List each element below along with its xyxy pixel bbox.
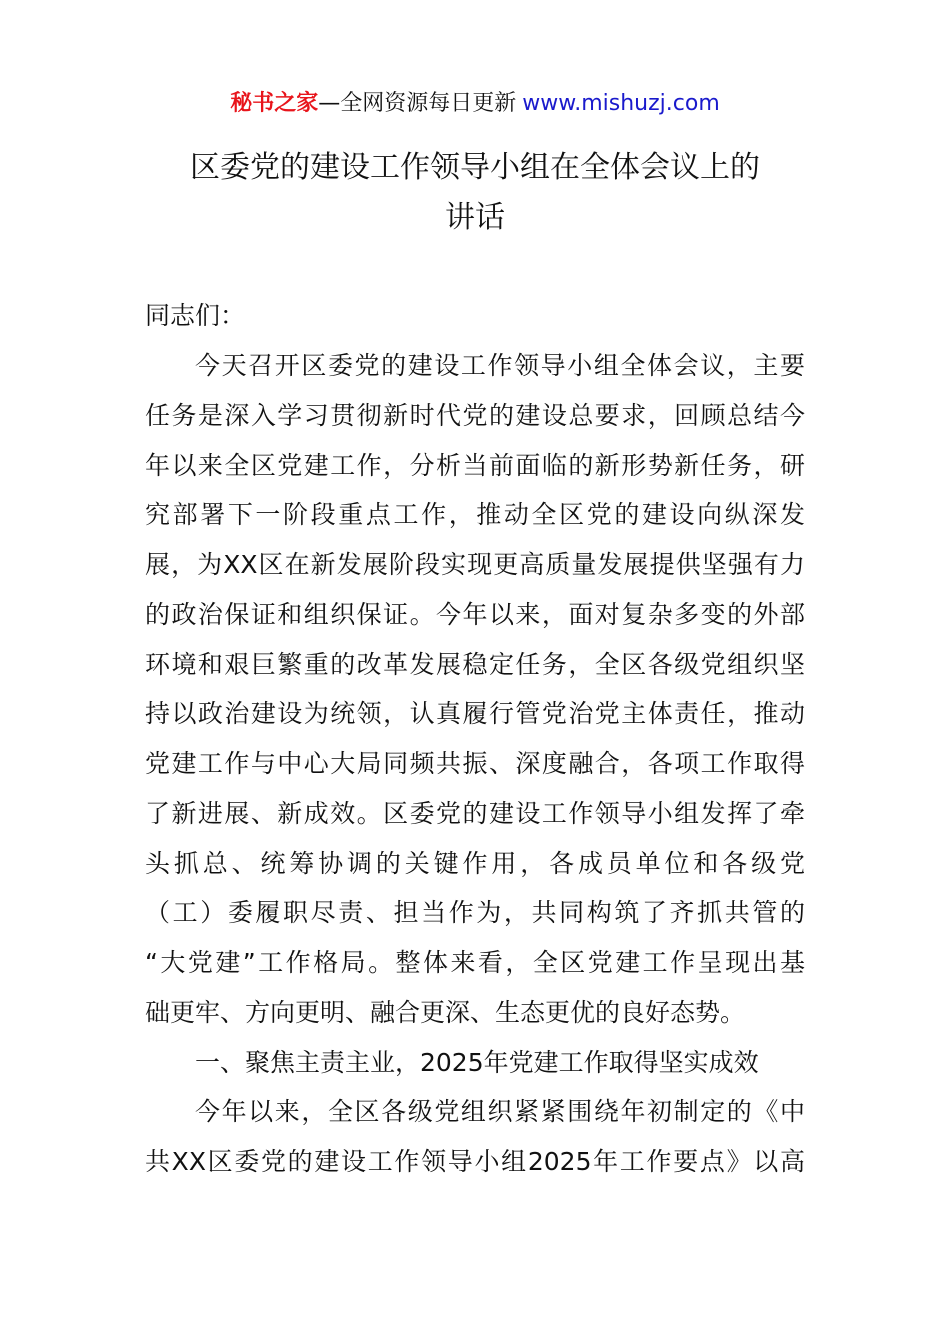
body-line: 任务是深入学习贯彻新时代党的建设总要求，回顾总结今 — [145, 401, 805, 430]
body-line: 了新进展、新成效。区委党的建设工作领导小组发挥了牵 — [145, 799, 805, 828]
header-tagline: —全网资源每日更新 — [318, 91, 517, 116]
body-line: 今天召开区委党的建设工作领导小组全体会议，主要 — [195, 351, 805, 380]
body-line: 环境和艰巨繁重的改革发展稳定任务，全区各级党组织坚 — [145, 650, 805, 679]
body-line: “大党建”工作格局。整体来看，全区党建工作呈现出基 — [145, 948, 805, 977]
document-title-line-1: 区委党的建设工作领导小组在全体会议上的 — [190, 150, 760, 185]
body-line: 今年以来，全区各级党组织紧紧围绕年初制定的《中 — [195, 1097, 805, 1126]
body-line: 展，为XX区在新发展阶段实现更高质量发展提供坚强有力 — [145, 550, 805, 579]
body-line: 持以政治建设为统领，认真履行管党治党主体责任，推动 — [145, 699, 805, 728]
body-line: 党建工作与中心大局同频共振、深度融合，各项工作取得 — [145, 749, 805, 778]
body-line: 础更牢、方向更明、融合更深、生态更优的良好态势。 — [145, 998, 746, 1027]
section-heading: 一、聚焦主责主业，2025年党建工作取得坚实成效 — [195, 1048, 759, 1077]
brand-name: 秘书之家 — [230, 91, 319, 116]
body-line: 年以来全区党建工作，分析当前面临的新形势新任务，研 — [145, 451, 805, 480]
body-line: 究部署下一阶段重点工作，推动全区党的建设向纵深发 — [145, 500, 805, 529]
body-line: 的政治保证和组织保证。今年以来，面对复杂多变的外部 — [145, 600, 805, 629]
document-title-line-2: 讲话 — [445, 200, 505, 235]
site-url-link[interactable]: www.mishuzj.com — [522, 91, 720, 116]
body-line: 头抓总、统筹协调的关键作用，各成员单位和各级党 — [145, 849, 805, 878]
body-line: （工）委履职尽责、担当作为，共同构筑了齐抓共管的 — [145, 898, 805, 927]
salutation: 同志们： — [145, 301, 246, 330]
site-header — [0, 88, 950, 120]
body-line: 共XX区委党的建设工作领导小组2025年工作要点》以高 — [145, 1147, 805, 1176]
